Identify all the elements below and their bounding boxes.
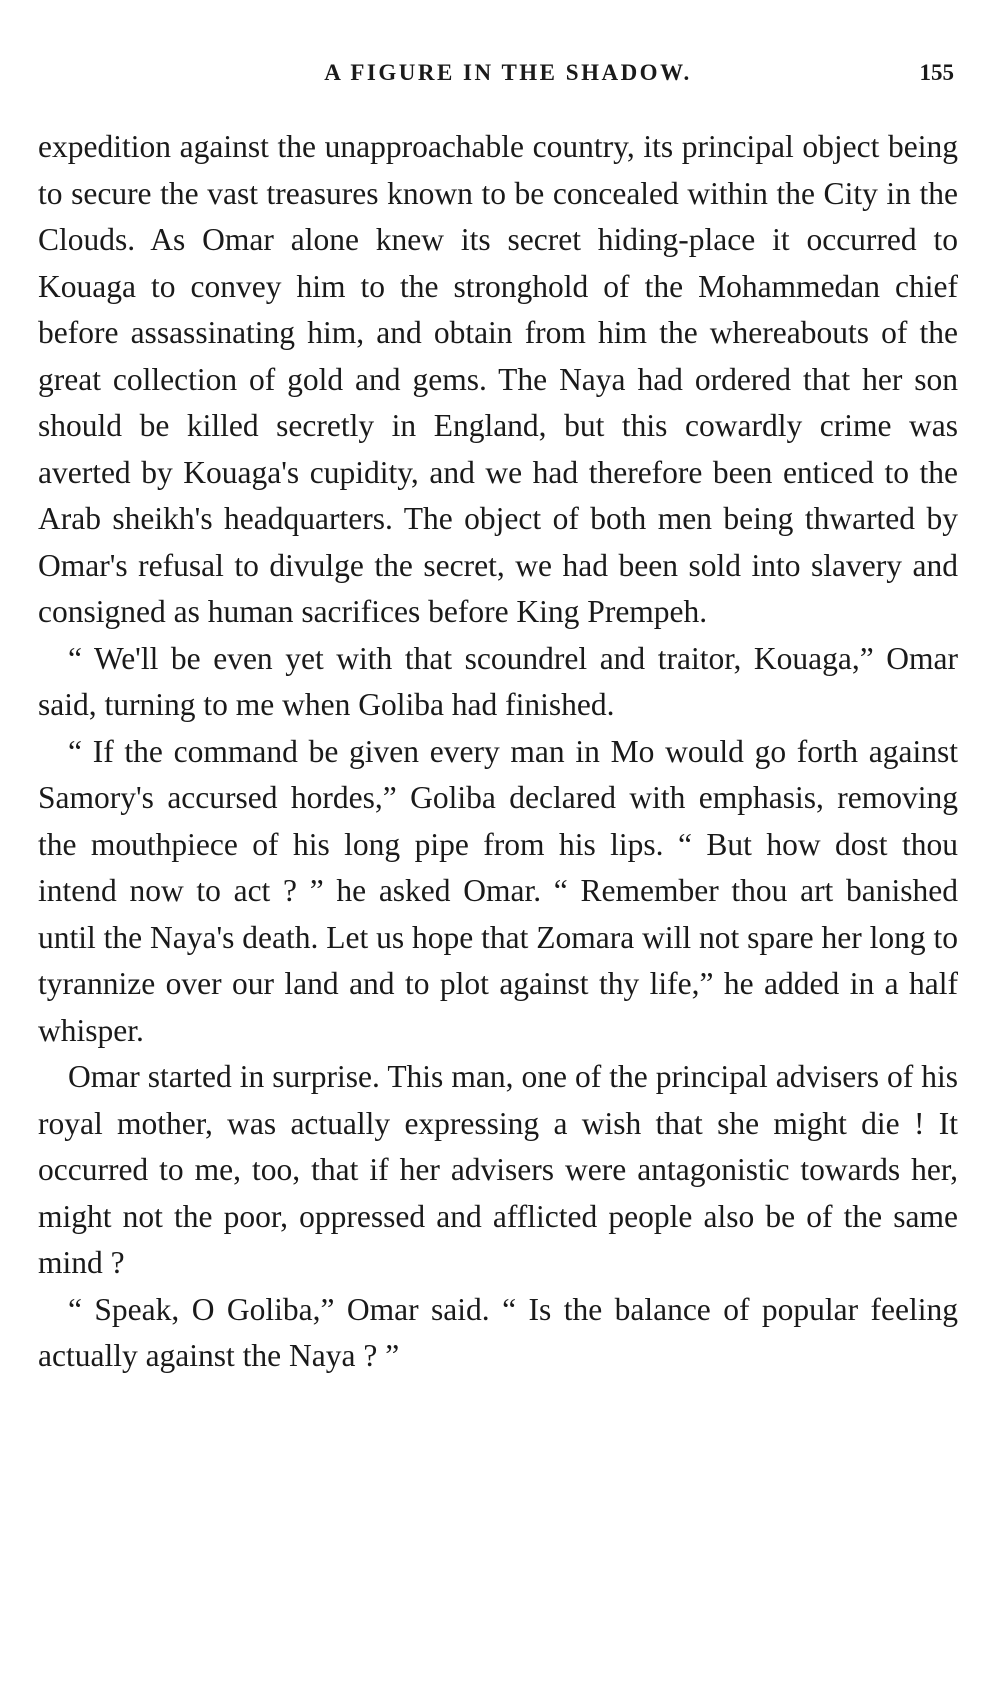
paragraph: “ Speak, O Goliba,” Omar said. “ Is the balance of popular feeling actually against the Naya ? ” [38, 1291, 958, 1373]
paragraph: Omar started in surprise. This man, one of the principal advisers of his royal mother, was actually expressing a wish that she might die ! It occurred to me, too, that if her advisers were antagonistic towards her, might not the poor, oppressed and afflicted people also be of the same mind ? [38, 1059, 958, 1280]
page-header [38, 48, 958, 96]
paragraph-continuation: expedition against the unapproachable country, its principal object being to secure the vast treasures known to be concealed within the City in the Clouds. As Omar alone knew its secret hiding-place it occurred to Kouaga to convey him to the stronghold of the Mohammedan chief before assassinating him, and obtain from him the whereabouts of the great collection of gold and gems. The Naya had ordered that her son should be killed secretly in England, but this cowardly crime was averted by Kouaga's cupidity, and we had therefore been enticed to the Arab sheikh's headquarters. The object of both men being thwarted by Omar's refusal to divulge the secret, we had been sold into slavery and consigned as human sacrifices before King Prempeh. [38, 129, 958, 629]
paragraph: “ We'll be even yet with that scoundrel and traitor, Kouaga,” Omar said, turning to me when Goliba had finished. [38, 640, 958, 722]
page-number: 155 [919, 60, 954, 85]
running-title: A FIGURE IN THE SHADOW. [324, 60, 692, 85]
book-page [38, 48, 958, 1380]
paragraph: “ If the command be given every man in Mo would go forth against Samory's accursed hordes,” Goliba declared with emphasis, removing the mouthpiece of his long pipe from his lips. “ But how dost thou intend now to act ? ” he asked Omar. “ Remember thou art banished until the Naya's death. Let us hope that Zomara will not spare her long to tyrannize over our land and to plot against thy life,” he added in a half whisper. [38, 733, 958, 1048]
body-text [38, 124, 958, 1380]
